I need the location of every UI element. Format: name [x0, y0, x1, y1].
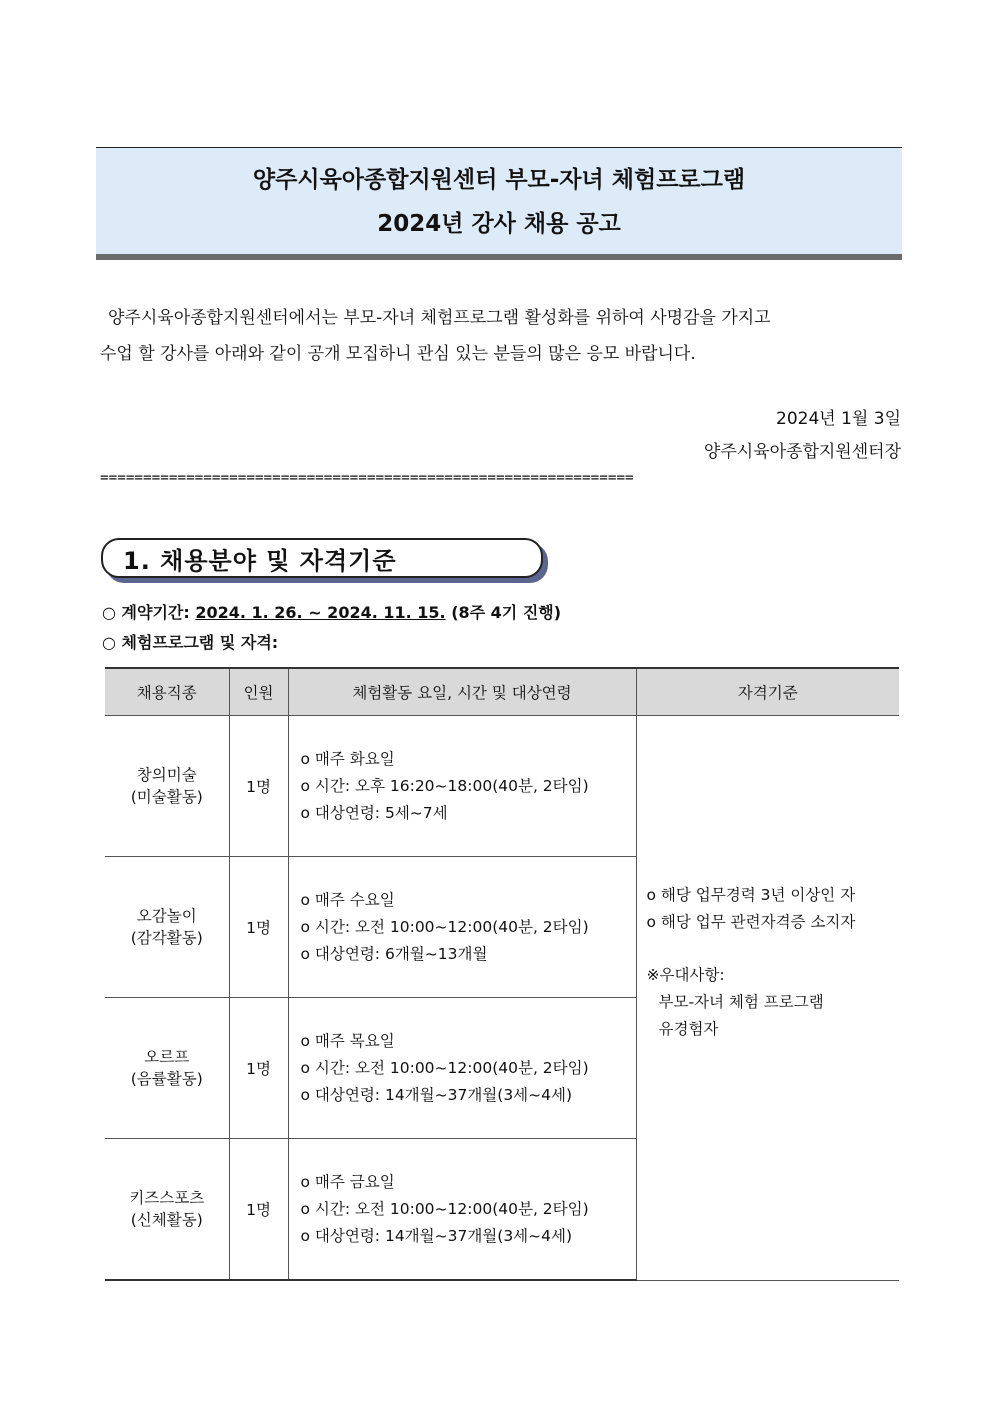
intro-line-1: 양주시육아종합지원센터에서는 부모-자녀 체험프로그램 활성화를 위하여 사명감을 가지고 [108, 308, 771, 328]
schedule-age: o 대상연령: 14개월~37개월(3세~4세) [300, 1226, 573, 1245]
schedule-cell [288, 716, 636, 857]
schedule-time: o 시간: 오전 10:00~12:00(40분, 2타임) [300, 1199, 589, 1218]
recruitment-table [105, 667, 899, 1281]
qualification-cell [636, 716, 899, 1281]
schedule-day: o 매주 금요일 [300, 1172, 395, 1191]
title-banner [96, 147, 902, 260]
title-line-2: 2024년 강사 채용 공고 [377, 211, 621, 237]
preference-line-2: 유경험자 [658, 1020, 719, 1039]
job-cell [105, 716, 229, 857]
schedule-cell [288, 1139, 636, 1281]
section-1-header [101, 538, 543, 578]
qualification-line-2: o 해당 업무 관련자격증 소지자 [646, 913, 856, 932]
table-header-row [105, 668, 899, 716]
schedule-day: o 매주 수요일 [300, 890, 395, 909]
job-sub: (미술활동) [130, 788, 203, 806]
qualification-line-1: o 해당 업무경력 3년 이상인 자 [646, 886, 856, 905]
header-count: 인원 [229, 668, 288, 716]
header-job: 채용직종 [105, 668, 229, 716]
program-label: ○ 체험프로그램 및 자격: [102, 633, 279, 652]
contract-note: (8주 4기 진행) [445, 603, 562, 622]
preference-label: ※우대사항: [646, 966, 725, 985]
job-name: 창의미술 [136, 766, 197, 784]
schedule-time: o 시간: 오전 10:00~12:00(40분, 2타임) [300, 1058, 589, 1077]
job-cell [105, 857, 229, 998]
job-cell [105, 998, 229, 1139]
header-schedule: 체험활동 요일, 시간 및 대상연령 [288, 668, 636, 716]
schedule-age: o 대상연령: 5세~7세 [300, 803, 448, 822]
count-cell: 1명 [229, 1139, 288, 1281]
job-name: 오르프 [144, 1048, 190, 1066]
job-cell [105, 1139, 229, 1281]
count-cell: 1명 [229, 857, 288, 998]
preference-line-1: 부모-자녀 체험 프로그램 [658, 993, 824, 1012]
job-sub: (신체활동) [130, 1211, 203, 1229]
job-name: 키즈스포츠 [129, 1189, 205, 1207]
count-cell: 1명 [229, 998, 288, 1139]
section-1-title: 1. 채용분야 및 자격기준 [123, 547, 397, 575]
table-row [105, 716, 899, 857]
title-line-1: 양주시육아종합지원센터 부모-자녀 체험프로그램 [252, 167, 746, 193]
schedule-day: o 매주 목요일 [300, 1031, 395, 1050]
contract-dates: 2024. 1. 26. ~ 2024. 11. 15. [195, 603, 446, 622]
schedule-time: o 시간: 오후 16:20~18:00(40분, 2타임) [300, 776, 589, 795]
schedule-day: o 매주 화요일 [300, 749, 395, 768]
contract-label: ○ 계약기간: [102, 603, 196, 622]
schedule-age: o 대상연령: 6개월~13개월 [300, 944, 488, 963]
schedule-cell [288, 998, 636, 1139]
schedule-age: o 대상연령: 14개월~37개월(3세~4세) [300, 1085, 573, 1104]
count-cell: 1명 [229, 716, 288, 857]
contract-period [102, 600, 561, 623]
divider-rule: ============================================================== [100, 470, 634, 486]
signature: 양주시육아종합지원센터장 [703, 442, 901, 462]
notice-date: 2024년 1월 3일 [776, 409, 901, 429]
job-sub: (음률활동) [130, 1070, 203, 1088]
schedule-time: o 시간: 오전 10:00~12:00(40분, 2타임) [300, 917, 589, 936]
job-sub: (감각활동) [130, 929, 203, 947]
schedule-cell [288, 857, 636, 998]
intro-line-2: 수업 할 강사를 아래와 같이 공개 모집하니 관심 있는 분들의 많은 응모 바랍니다. [100, 344, 696, 364]
header-qualification: 자격기준 [636, 668, 899, 716]
job-name: 오감놀이 [136, 907, 197, 925]
intro-paragraph [100, 300, 900, 372]
